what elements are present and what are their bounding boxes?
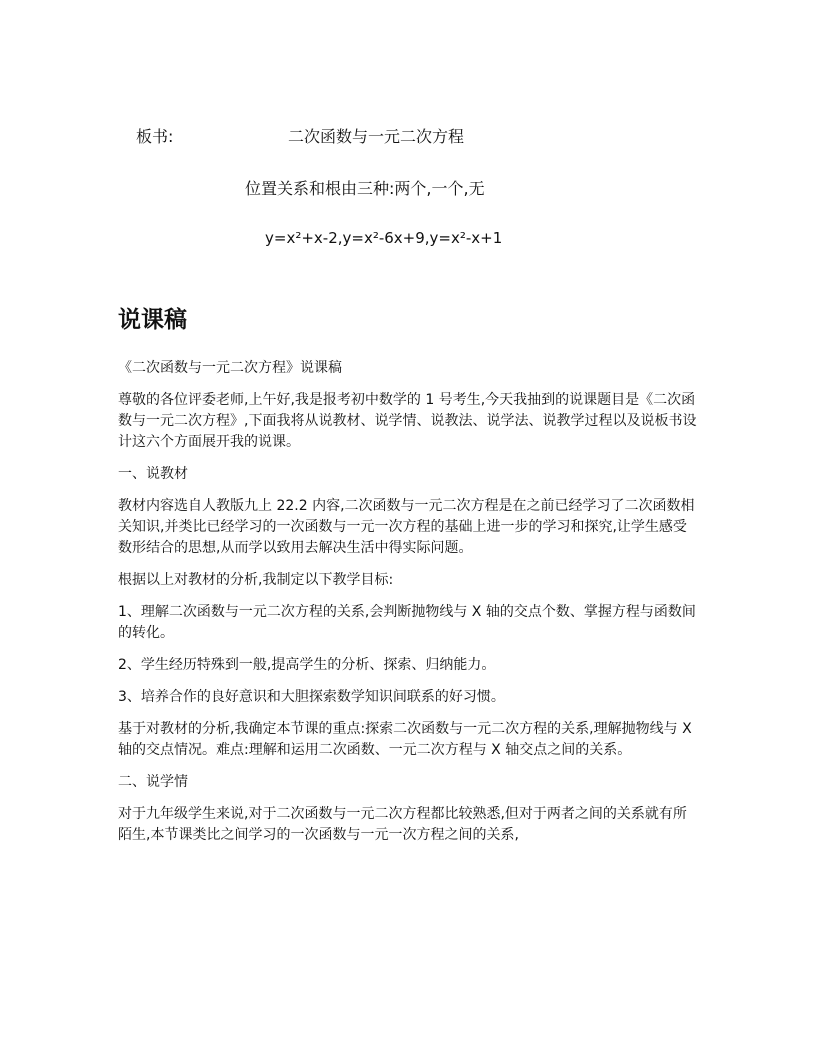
board-title: 二次函数与一元二次方程 (288, 127, 465, 146)
section-title-students: 二、说学情 (118, 774, 188, 790)
objective-item: 3、培养合作的良好意识和大胆探索数学知识间联系的好习惯。 (118, 689, 505, 705)
board-label: 板书: (136, 127, 174, 146)
textbook-paragraph: 教材内容选自人教版九上 22.2 内容,二次函数与一元二次方程是在之前已经学习了二次函数相关知识,并类比已经学习的一次函数与一元一次方程的基础上进一步的学习和探究,让学生感受数形结合的思想,从而学以致用去解决生活中得实际问题。 (118, 498, 695, 556)
greeting-paragraph: 尊敬的各位评委老师,上午好,我是报考初中数学的 1 号考生,今天我抽到的说课题目是《二次函数与一元二次方程》,下面我将从说教材、说学情、说教法、说学法、说教学过程以及说板书设计这六个方面展开我的说课。 (118, 392, 697, 450)
objective-item: 2、学生经历特殊到一般,提高学生的分析、探索、归纳能力。 (118, 657, 496, 673)
lecture-draft (118, 304, 700, 857)
section-heading: 说课稿 (118, 307, 187, 333)
board-function-examples: y=x²+x-2,y=x²-6x+9,y=x²-x+1 (265, 229, 503, 247)
document-title: 《二次函数与一元二次方程》说课稿 (118, 360, 342, 376)
section-title-textbook: 一、说教材 (118, 466, 188, 482)
students-paragraph: 对于九年级学生来说,对于二次函数与一元二次方程都比较熟悉,但对于两者之间的关系就有所陌生,本节课类比之间学习的一次函数与一元一次方程之间的关系, (118, 806, 687, 843)
key-points-paragraph: 基于对教材的分析,我确定本节课的重点:探索二次函数与一元二次方程的关系,理解抛物线与 X 轴的交点情况。难点:理解和运用二次函数、一元二次方程与 X 轴交点之间的关系。 (118, 721, 692, 758)
objective-item: 1、理解二次函数与一元二次方程的关系,会判断抛物线与 X 轴的交点个数、掌握方程与函数间的转化。 (118, 604, 696, 641)
objectives-intro: 根据以上对教材的分析,我制定以下教学目标: (118, 572, 394, 588)
board-relation-text: 位置关系和根由三种:两个,一个,无 (245, 179, 485, 198)
